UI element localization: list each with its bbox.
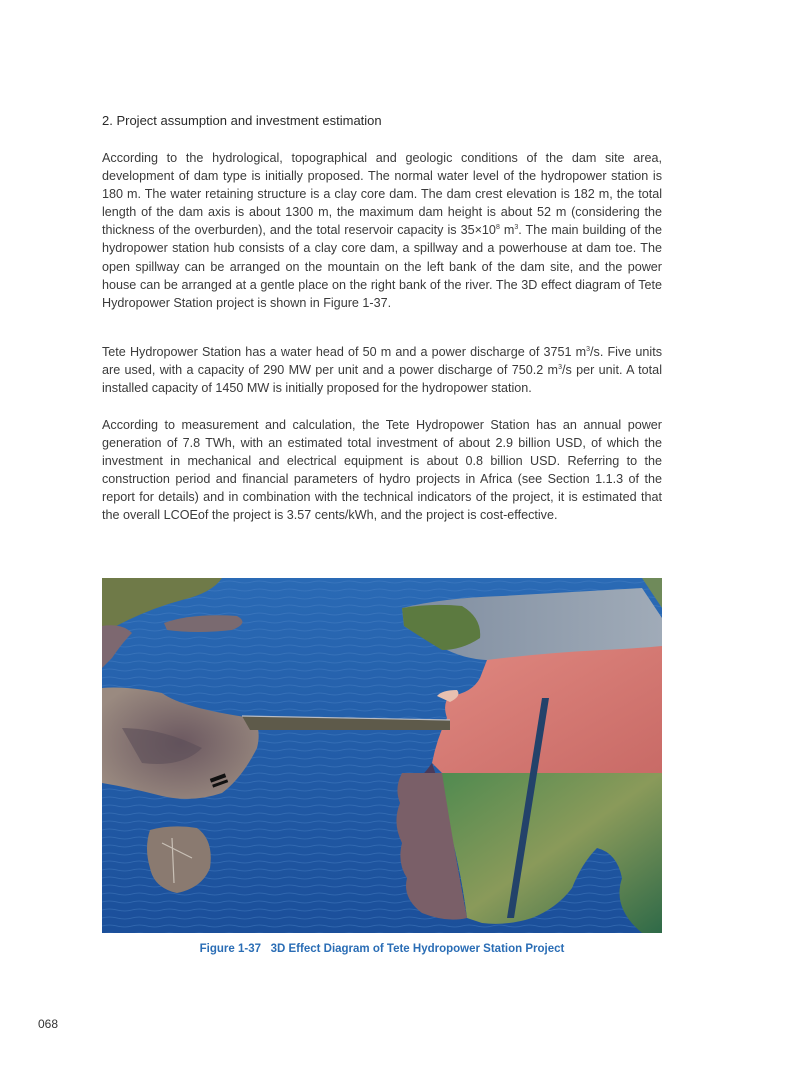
- figure-caption: Figure 1-37 3D Effect Diagram of Tete Hydropower Station Project: [199, 943, 565, 955]
- paragraph-text: /s. Five units are used, with a capacity of 290 MW per unit and a power discharge of 750.2 m: [102, 345, 662, 378]
- superscript: 8: [495, 224, 500, 232]
- paragraph-text: . The main building of the hydropower station hub consists of a clay core dam, a spillway and a powerhouse at dam toe. The open spillway can be arranged on the mountain on the left bank of the dam site, and the power house can be arranged at a gentle place on the right bank of the river. The 3D effect diagram of Tete Hydropower Station project is shown in Figure 1-37.: [102, 223, 662, 310]
- paragraph-text: According to the hydrological, topographical and geologic conditions of the dam site area, development of dam type is initially proposed. The normal water level of the hydropower station is 180 m. The water retaining structure is a clay core dam. The dam crest elevation is 182 m, the total length of the dam axis is about 1300 m, the maximum dam height is about 52 m (considering the thickness of the overburden), and the total reservoir capacity is 35×10: [102, 151, 662, 238]
- paragraph-dam-description: [102, 149, 662, 312]
- page-number: 068: [38, 1017, 59, 1031]
- superscript: 3: [586, 346, 591, 353]
- reservoir-illustration: [102, 578, 662, 933]
- section-heading: 2. Project assumption and investment estimation: [102, 113, 382, 128]
- paragraph-investment: According to measurement and calculation, the Tete Hydropower Station has an annual power generation of 7.8 TWh, with an estimated total investment of about 2.9 billion USD, of which the investment in mechanical and electrical equipment is about 0.8 billion USD. Referring to the construction period and financial parameters of hydro projects in Africa (see Section 1.1.3 of the report for details) and in combination with the technical indicators of the project, it is estimated that the overall LCOEof the project is 3.57 cents/kWh, and the project is cost-effective.: [102, 418, 662, 523]
- figure-3d-diagram: [102, 578, 662, 933]
- paragraph-text: Tete Hydropower Station has a water head of 50 m and a power discharge of 3751 m: [102, 345, 587, 359]
- paragraph-text: /s per unit. A total installed capacity of 1450 MW is initially proposed for the hydropower station.: [102, 363, 662, 396]
- paragraph-text: m: [499, 223, 515, 238]
- superscript: 3: [558, 364, 562, 372]
- paragraph-capacity: [102, 343, 662, 397]
- superscript: 3: [514, 224, 519, 232]
